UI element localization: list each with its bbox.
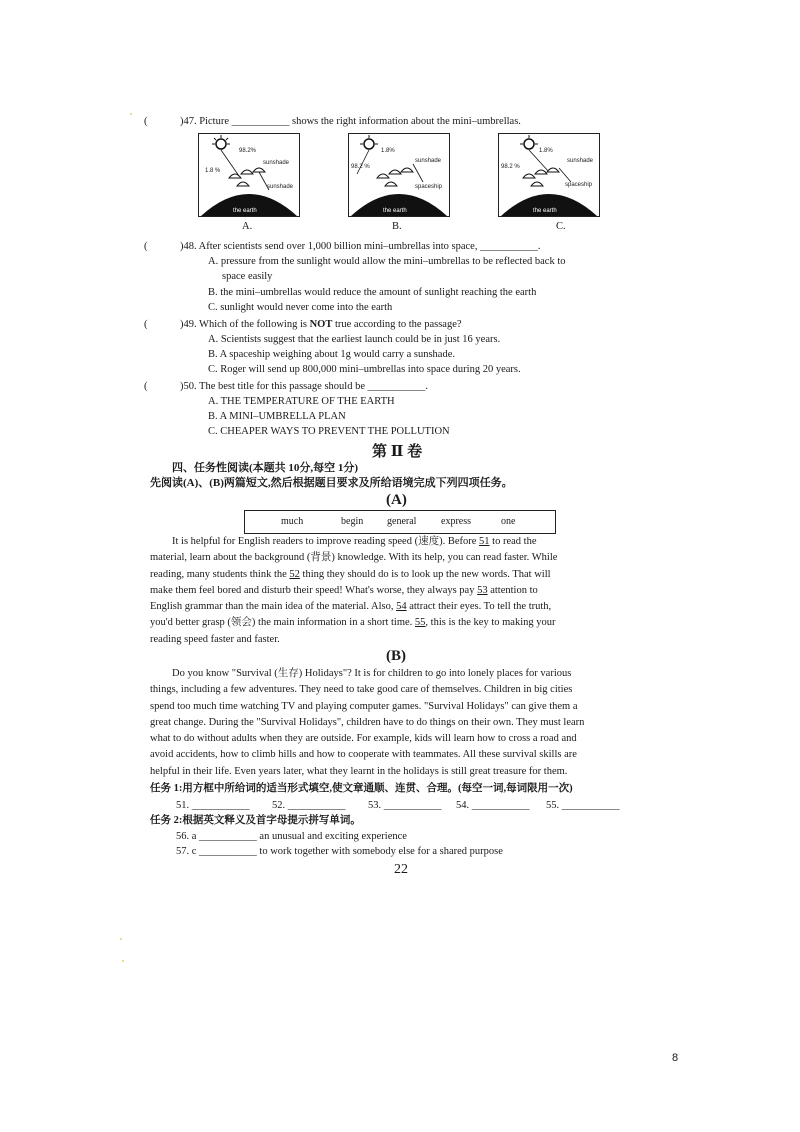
q49-option-c: C. Roger will send up 800,000 mini–umbrellas into space during 20 years.: [208, 364, 521, 375]
q49-bracket: (: [144, 319, 148, 330]
figure-b: [348, 133, 450, 217]
task2-item-56: 56. a ___________ an unusual and exciting experience: [176, 831, 407, 842]
q49-stem-a: )49. Which of the following is: [180, 319, 310, 330]
passage-a-line: material, learn about the background (背景) knowledge. With its help, you can read faster. While: [150, 552, 558, 564]
passage-a-line: It is helpful for English readers to improve reading speed (速度). Before 51 to read the: [172, 536, 537, 547]
figure-c-label-mid: spaceship: [565, 182, 593, 188]
passage-b-line: great change. During the "Survival Holidays", children have to do things on their own. They must learn: [150, 716, 585, 728]
figure-c-caption: C.: [556, 221, 566, 232]
passage-a-text: [150, 534, 650, 648]
task2-item-57: 57. c ___________ to work together with somebody else for a shared purpose: [176, 846, 503, 857]
figure-a-percent: 98.2%: [239, 148, 257, 154]
scan-speck: [130, 113, 132, 115]
figure-b-earth: the earth: [383, 208, 407, 214]
q48-option-b: B. the mini–umbrellas would reduce the amount of sunlight reaching the earth: [208, 287, 537, 298]
figure-a-label-top: sunshade: [263, 160, 290, 166]
figure-a-drawing: [199, 134, 299, 216]
section4-heading: 四、任务性阅读(本题共 10分,每空 1分): [172, 462, 359, 474]
figure-c-side: 98.2 %: [501, 164, 520, 170]
q48-option-c: C. sunlight would never come into the earth: [208, 302, 393, 313]
figure-a-earth: the earth: [233, 208, 257, 214]
passage-a-line: you'd better grasp (领会) the main information in a short time. 55, this is the key to making your: [150, 617, 556, 629]
word-box-item: express: [441, 516, 471, 527]
passage-b-line: what to do without adults when they are outside. For example, kids will learn how to cross a road and: [150, 733, 577, 745]
figure-a-caption: A.: [242, 221, 253, 232]
figure-b-drawing: [349, 134, 449, 216]
figure-c-label-top: sunshade: [567, 158, 594, 164]
q47-bracket: (: [144, 116, 148, 127]
volume-title: 第 Ⅱ 卷: [372, 444, 423, 460]
q48-bracket: (: [144, 241, 148, 252]
figure-a-side: 1.8 %: [205, 168, 221, 174]
figure-b-side: 98.2 %: [351, 164, 370, 170]
q50-bracket: (: [144, 381, 148, 392]
q49-stem-not: NOT: [309, 319, 333, 330]
task1-blank-54: 54. ___________: [456, 800, 530, 811]
q50-option-a: A. THE TEMPERATURE OF THE EARTH: [208, 396, 395, 407]
blank-51: 51: [479, 536, 490, 547]
q47-stem: )47. Picture ___________ shows the right information about the mini–umbrellas.: [180, 116, 521, 127]
passage-b-text: [150, 666, 650, 780]
passage-a-title: (A): [386, 492, 407, 508]
task1-blank-53: 53. ___________: [368, 800, 442, 811]
figure-c-percent: 1.8%: [539, 148, 553, 154]
task1-blank-55: 55. ___________: [546, 800, 620, 811]
passage-b-line: helpful in their life. Even years later, what they learnt in the holidays is still great treasure for them.: [150, 765, 568, 777]
q49-option-b: B. A spaceship weighing about 1g would carry a sunshade.: [208, 349, 455, 360]
passage-b-line: Do you know "Survival (生存) Holidays"? It is for children to go into lonely places for various: [172, 668, 572, 679]
scan-speck: [122, 960, 124, 962]
q50-option-c: C. CHEAPER WAYS TO PREVENT THE POLLUTION: [208, 426, 450, 437]
figure-a-label-mid: sunshade: [267, 184, 294, 190]
figure-c: [498, 133, 600, 217]
word-box-item: general: [387, 516, 417, 527]
passage-b-line: avoid accidents, how to climb hills and how to cooperate with teammates. All these survival skills are: [150, 749, 577, 761]
q48-stem: )48. After scientists send over 1,000 billion mini–umbrellas into space, ___________.: [180, 241, 541, 252]
word-box-item: one: [501, 516, 516, 527]
passage-a-line: reading speed faster and faster.: [150, 633, 280, 645]
figure-b-label-top: sunshade: [415, 158, 442, 164]
passage-a-line: English grammar than the main idea of the material. Also, 54 attract their eyes. To tell the truth,: [150, 601, 552, 613]
q49-stem-b: true according to the passage?: [332, 319, 462, 330]
task1-blank-52: 52. ___________: [272, 800, 346, 811]
passage-b-title: (B): [386, 648, 406, 664]
q49-option-a: A. Scientists suggest that the earliest launch could be in just 16 years.: [208, 334, 501, 345]
task2-heading: 任务 2:根据英文释义及首字母提示拼写单词。: [150, 815, 361, 826]
passage-b-line: things, including a few adventures. They need to take good care of themselves. Children in big cities: [150, 684, 573, 696]
q48-option-a: A. pressure from the sunlight would allow the mini–umbrellas to be reflected back to: [208, 256, 566, 267]
task1-blank-51: 51. ___________: [176, 800, 250, 811]
figure-a: [198, 133, 300, 217]
q50-option-b: B. A MINI–UMBRELLA PLAN: [208, 411, 346, 422]
q50-stem: )50. The best title for this passage should be ___________.: [180, 381, 428, 392]
page-number-center: 22: [394, 862, 408, 877]
task1-heading: 任务 1:用方框中所给词的适当形式填空,使文章通顺、连贯、合理。(每空一词,每词限用一次): [150, 783, 573, 794]
section4-instruction: 先阅读(A)、(B)两篇短文,然后根据题目要求及所给语境完成下列四项任务。: [150, 477, 513, 489]
q48-option-a-cont: space easily: [222, 271, 273, 282]
scan-speck: [120, 938, 122, 940]
q49-stem: [180, 318, 462, 331]
figure-b-percent: 1.8%: [381, 148, 395, 154]
figure-b-label-mid: spaceship: [415, 184, 443, 190]
blank-52: 52: [289, 568, 300, 580]
passage-a-line: reading, many students think the 52 thing they should do is to look up the new words. That will: [150, 568, 551, 580]
figure-b-caption: B.: [392, 221, 402, 232]
blank-55: 55: [414, 617, 426, 629]
passage-a-line: make them feel bored and disturb their speed! What's worse, they always pay 53 attention to: [150, 584, 538, 596]
passage-b-line: spend too much time watching TV and playing computer games. "Survival Holidays" can give them a: [150, 700, 578, 712]
blank-54: 54: [396, 601, 407, 613]
blank-53: 53: [477, 584, 488, 596]
figure-c-earth: the earth: [533, 208, 557, 214]
word-box-item: much: [281, 516, 304, 527]
page-number-corner: 8: [672, 1052, 679, 1064]
word-box-item: begin: [341, 516, 364, 527]
word-box: [244, 510, 556, 534]
figure-c-drawing: [499, 134, 599, 216]
